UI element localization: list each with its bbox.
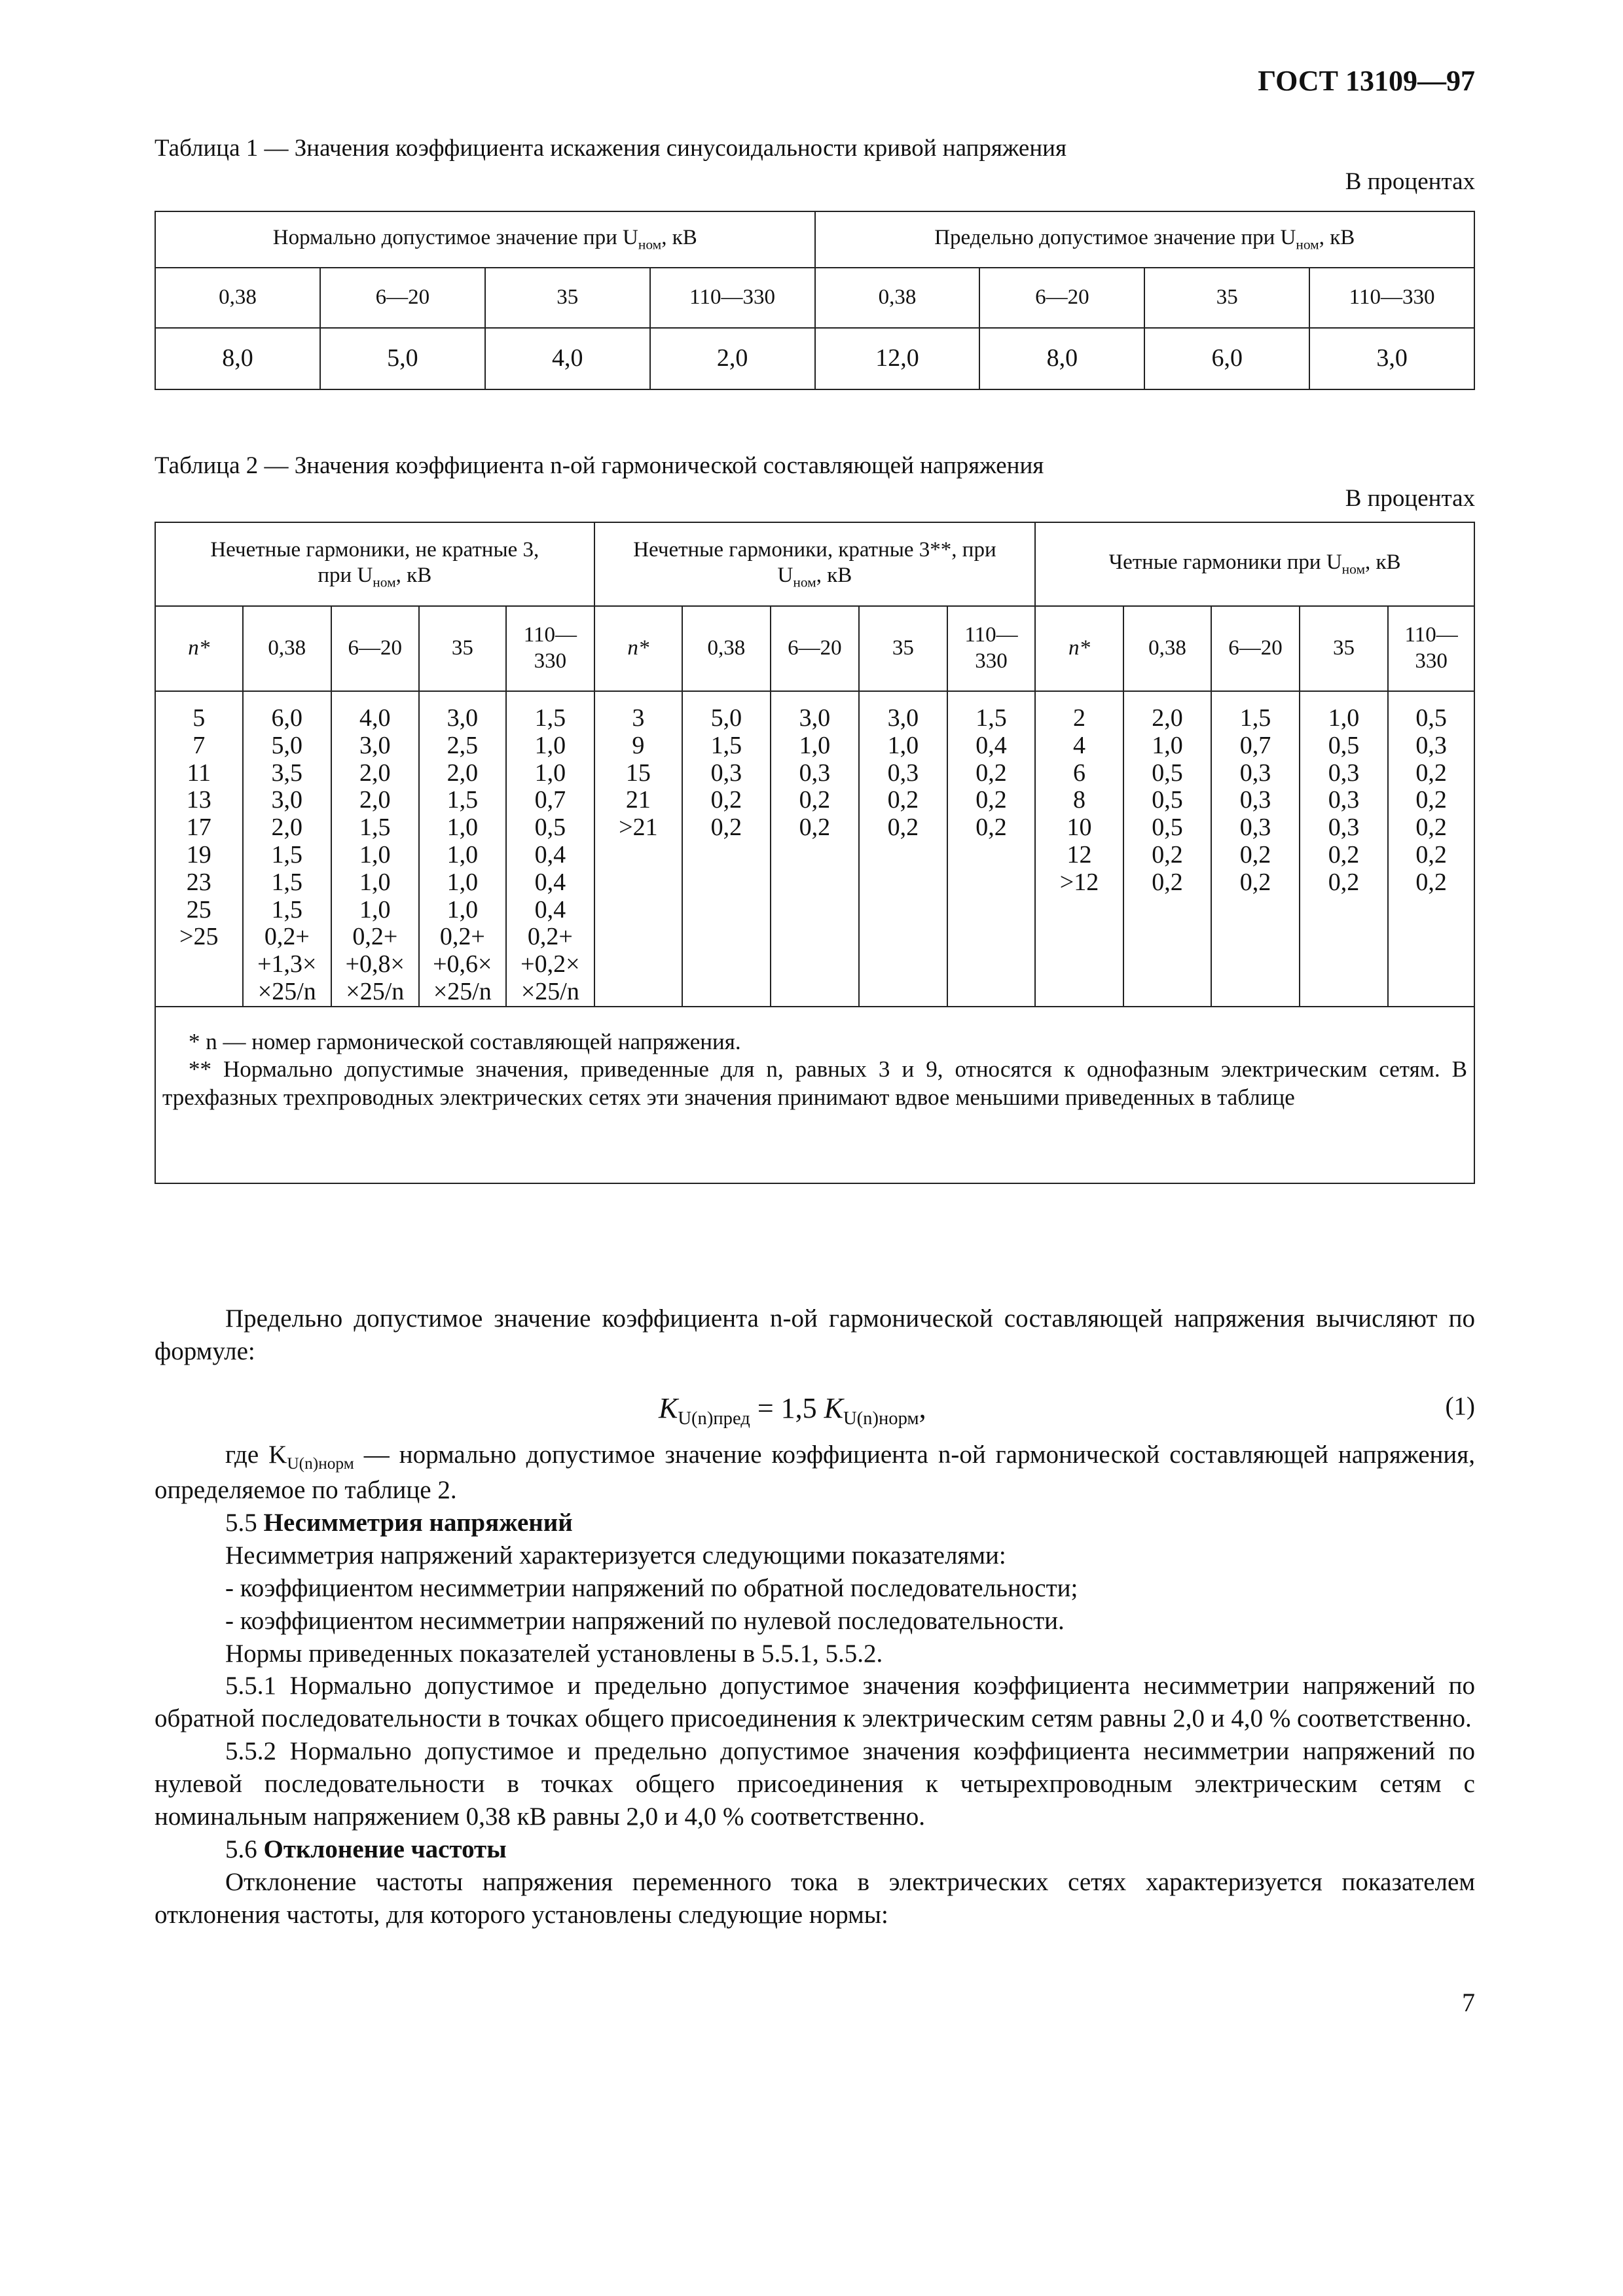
t2-value: 1,0 <box>799 731 831 759</box>
t2-value: 0,2+ <box>352 923 398 951</box>
t2-value: 0,2 <box>799 814 831 842</box>
t2-value: 3,0 <box>271 786 303 814</box>
t2-value: 25 <box>186 895 211 924</box>
t1-voltage: 35 <box>1144 268 1309 328</box>
t2-value: 0,4 <box>534 868 566 896</box>
t2-value: 0,2 <box>1239 868 1271 896</box>
t2-group-even: Четные гармоники при $U_{ном}$, кВ <box>1035 522 1474 606</box>
t2-value: 2,5 <box>447 731 479 759</box>
t2-value: +0,2× <box>520 950 580 978</box>
t2-value: ×25/n <box>346 977 405 1005</box>
t2-value-column <box>859 691 947 1007</box>
t2-value: 23 <box>186 868 211 896</box>
t2-value: 8 <box>1072 786 1085 814</box>
t2-value: 1,0 <box>1152 731 1183 759</box>
t2-value: 0,4 <box>976 731 1007 759</box>
t2-value: 3,5 <box>271 759 303 787</box>
table1 <box>155 211 1475 390</box>
paragraph-where: где $K_{U(n)норм}$ — нормально допустимое значение коэффициента n-ой гармонической составляющей напряжения, определяемое по таблице 2. <box>155 1440 1475 1505</box>
t2-value: 1,0 <box>359 895 391 924</box>
t2-value-column <box>1211 691 1300 1007</box>
section-5-6-heading: 5.6 Отклонение частоты <box>225 1835 507 1864</box>
t2-value-column <box>771 691 860 1007</box>
table1-group-limit: Предельно допустимое значение при $U_{ном}$, кВ <box>815 211 1475 268</box>
paragraph-frequency: Отклонение частоты напряжения переменного тока в электрических сетях характеризуется показателем отклонения частоты, для которого установлены следующие нормы: <box>155 1867 1475 1929</box>
t2-value: ×25/n <box>520 977 579 1005</box>
bullet-item: - коэффициентом несимметрии напряжений по обратной последовательности; <box>225 1573 1078 1602</box>
t2-value: 3,0 <box>359 731 391 759</box>
t2-value-column <box>1035 691 1123 1007</box>
t2-value-column <box>419 691 507 1007</box>
t2-value: 0,2 <box>1239 840 1271 869</box>
t2-col-620: 6—20 <box>1211 606 1300 691</box>
table2-units: В процентах <box>1345 485 1475 512</box>
paragraph-asymmetry: Несимметрия напряжений характеризуется следующими показателями: <box>225 1541 1006 1570</box>
t2-value: 0,2 <box>1415 814 1447 842</box>
t2-value: 3,0 <box>887 704 919 732</box>
t2-value: >25 <box>179 923 219 951</box>
t2-value: 0,5 <box>1152 786 1183 814</box>
t2-value: 0,3 <box>1239 786 1271 814</box>
t2-value: 0,2 <box>1152 840 1183 869</box>
t2-value: 0,2 <box>1328 840 1360 869</box>
t2-value: ×25/n <box>257 977 316 1005</box>
t2-value: 1,0 <box>447 868 479 896</box>
t2-value: 6,0 <box>271 704 303 732</box>
t2-value: 1,5 <box>271 840 303 869</box>
t2-value: 0,2 <box>1415 840 1447 869</box>
document-header: ГОСТ 13109—97 <box>1258 65 1475 97</box>
t2-group-odd-3: Нечетные гармоники, кратные 3**, при $U_{ном}$, кВ <box>594 522 1036 606</box>
t2-value: 0,2 <box>1328 868 1360 896</box>
t2-value: 3 <box>632 704 645 732</box>
t2-value: 3,0 <box>799 704 831 732</box>
paragraph-5-5-2: 5.5.2 Нормально допустимое и предельно допустимое значения коэффициента несимметрии напряжений по нулевой последовательности в точках общего присоединения к четырехпроводным электрическим сетям с номинальным напряжением 0,38 кВ равны 2,0 и 4,0 % соответственно. <box>155 1737 1475 1831</box>
t2-value: 0,7 <box>534 786 566 814</box>
t2-value: 5 <box>192 704 206 732</box>
t1-voltage: 6—20 <box>320 268 485 328</box>
t2-value: 5,0 <box>710 704 742 732</box>
t2-value: +1,3× <box>257 950 317 978</box>
t2-value: 0,2 <box>976 759 1007 787</box>
t2-value-column <box>682 691 771 1007</box>
t2-value: 1,0 <box>1328 704 1360 732</box>
bullet-item: - коэффициентом несимметрии напряжений по нулевой последовательности. <box>225 1606 1065 1635</box>
t2-col-110: 110— 330 <box>1388 606 1474 691</box>
t2-value: 0,3 <box>1239 759 1271 787</box>
t2-value: 13 <box>186 786 211 814</box>
paragraph-5-5-1: 5.5.1 Нормально допустимое и предельно допустимое значения коэффициента несимметрии напряжений по обратной последовательности в точках общего присоединения к электрическим сетям равны 2,0 и 4,0 % соответственно. <box>155 1672 1475 1733</box>
t2-value: 0,2 <box>710 814 742 842</box>
t2-value: 0,2 <box>710 786 742 814</box>
t2-value: 0,2 <box>1415 868 1447 896</box>
t2-value: 12 <box>1067 840 1092 869</box>
formula-number: (1) <box>1445 1391 1475 1420</box>
t2-value: 0,3 <box>887 759 919 787</box>
t2-value: 0,2 <box>1415 786 1447 814</box>
t2-value: 0,5 <box>1415 704 1447 732</box>
page-number: 7 <box>1462 1988 1475 2017</box>
t2-value: 0,4 <box>534 895 566 924</box>
t2-col-620: 6—20 <box>771 606 860 691</box>
t2-value: 1,5 <box>447 786 479 814</box>
t1-voltage: 35 <box>485 268 650 328</box>
t2-value-column <box>594 691 683 1007</box>
t2-value: 0,2+ <box>527 923 573 951</box>
t2-value-column <box>1300 691 1389 1007</box>
t1-voltage: 6—20 <box>979 268 1144 328</box>
t2-value: 19 <box>186 840 211 869</box>
t2-value: 3,0 <box>447 704 479 732</box>
t2-value-column <box>947 691 1036 1007</box>
body-text <box>155 1302 1475 1931</box>
t2-value: 0,5 <box>534 814 566 842</box>
t2-value: 1,5 <box>1239 704 1271 732</box>
t2-value-column <box>243 691 332 1007</box>
t2-col-n: n* <box>594 606 683 691</box>
t2-value: 1,5 <box>710 731 742 759</box>
t2-notes <box>155 1007 1474 1183</box>
t2-value: 2,0 <box>447 759 479 787</box>
t2-value: 0,2 <box>1415 759 1447 787</box>
t2-value: +0,6× <box>433 950 492 978</box>
t2-value: 0,3 <box>1239 814 1271 842</box>
note-2: ** Нормально допустимые значения, приведенные для n, равных 3 и 9, относятся к однофазным электрическим сетям. В трехфазных трехпроводных электрических сетях эти значения принимают вдвое меньшими приведенных в таблице <box>162 1056 1467 1111</box>
t2-value: 2,0 <box>359 786 391 814</box>
t2-value: 21 <box>625 786 651 814</box>
t2-value: 1,0 <box>359 840 391 869</box>
t2-value: 17 <box>186 814 211 842</box>
t1-value: 8,0 <box>155 328 320 389</box>
t2-value: 11 <box>187 759 211 787</box>
t1-value: 6,0 <box>1144 328 1309 389</box>
t2-group-odd-not3: Нечетные гармоники, не кратные 3, при $U_{ном}$, кВ <box>155 522 594 606</box>
t2-value-column <box>331 691 419 1007</box>
t2-value: 0,2 <box>887 814 919 842</box>
table1-group-normal: Нормально допустимое значение при $U_{ном}$, кВ <box>155 211 815 268</box>
t2-value: 0,5 <box>1152 814 1183 842</box>
t2-value: 1,0 <box>447 840 479 869</box>
t2-value: 1,0 <box>447 895 479 924</box>
t2-value: 0,5 <box>1152 759 1183 787</box>
t2-col-35: 35 <box>419 606 507 691</box>
t2-value: 9 <box>632 731 645 759</box>
t2-value: 2 <box>1072 704 1085 732</box>
t2-col-35: 35 <box>1300 606 1389 691</box>
formula-expression: $K_{U(n)пред} = 1,5$ $K_{U(n)норм}$, <box>659 1391 926 1429</box>
t2-value: 1,5 <box>271 868 303 896</box>
t2-value: 0,3 <box>710 759 742 787</box>
t1-voltage: 110—330 <box>650 268 815 328</box>
t2-value: 7 <box>192 731 206 759</box>
t2-value: 1,0 <box>887 731 919 759</box>
t2-value: >12 <box>1059 868 1099 896</box>
t2-col-038: 0,38 <box>243 606 332 691</box>
t2-value: 0,7 <box>1239 731 1271 759</box>
t2-value: 2,0 <box>271 814 303 842</box>
t2-value: 1,5 <box>271 895 303 924</box>
t2-col-110: 110— 330 <box>947 606 1036 691</box>
t1-value: 4,0 <box>485 328 650 389</box>
t1-value: 2,0 <box>650 328 815 389</box>
t1-value: 8,0 <box>979 328 1144 389</box>
t2-value: 1,5 <box>359 814 391 842</box>
table1-caption: Таблица 1 — Значения коэффициента искажения синусоидальности кривой напряжения <box>155 135 1067 162</box>
t2-value: 0,4 <box>534 840 566 869</box>
t1-voltage: 0,38 <box>815 268 980 328</box>
t2-value: 2,0 <box>359 759 391 787</box>
paragraph-intro: Предельно допустимое значение коэффициента n-ой гармонической составляющей напряжения вычисляют по формуле: <box>155 1304 1475 1365</box>
t2-value: 0,3 <box>1328 759 1360 787</box>
t2-col-35: 35 <box>859 606 947 691</box>
t2-value: 1,5 <box>976 704 1007 732</box>
t1-value: 3,0 <box>1309 328 1474 389</box>
t2-value: 0,2 <box>1152 868 1183 896</box>
t2-value: 0,2 <box>976 786 1007 814</box>
note-1: * n — номер гармонической составляющей напряжения. <box>189 1028 741 1054</box>
t2-value: +0,8× <box>345 950 405 978</box>
t2-value-column <box>155 691 243 1007</box>
table2 <box>155 522 1475 1184</box>
paragraph-norms: Нормы приведенных показателей установлены в 5.5.1, 5.5.2. <box>225 1639 883 1668</box>
t1-value: 5,0 <box>320 328 485 389</box>
t2-value: 0,5 <box>1328 731 1360 759</box>
t1-voltage: 0,38 <box>155 268 320 328</box>
t2-value: 1,0 <box>534 731 566 759</box>
t2-value: 0,2 <box>799 786 831 814</box>
t2-col-110: 110— 330 <box>506 606 594 691</box>
t1-value: 12,0 <box>815 328 980 389</box>
t2-value: 1,5 <box>534 704 566 732</box>
t2-value: 15 <box>625 759 651 787</box>
t2-value-column <box>1388 691 1474 1007</box>
t2-value: 0,3 <box>1328 786 1360 814</box>
t2-col-038: 0,38 <box>682 606 771 691</box>
t2-value: 0,3 <box>799 759 831 787</box>
t2-value: 6 <box>1072 759 1085 787</box>
t2-col-038: 0,38 <box>1123 606 1212 691</box>
t2-col-620: 6—20 <box>331 606 419 691</box>
t1-voltage: 110—330 <box>1309 268 1474 328</box>
t2-value: ×25/n <box>433 977 492 1005</box>
table2-caption: Таблица 2 — Значения коэффициента n-ой гармонической составляющей напряжения <box>155 452 1044 479</box>
section-5-5-heading: 5.5 Несимметрия напряжений <box>225 1508 573 1537</box>
t2-value: 0,2+ <box>439 923 485 951</box>
t2-value-column <box>506 691 594 1007</box>
t2-value: 0,2 <box>976 814 1007 842</box>
t2-value: 10 <box>1067 814 1092 842</box>
t2-col-n: n* <box>1035 606 1123 691</box>
t2-value: 0,2+ <box>264 923 310 951</box>
t2-value: 1,0 <box>534 759 566 787</box>
t2-value: 0,3 <box>1415 731 1447 759</box>
t2-value: 1,0 <box>359 868 391 896</box>
t2-value: >21 <box>619 814 658 842</box>
t2-value: 4,0 <box>359 704 391 732</box>
t2-value: 1,0 <box>447 814 479 842</box>
t2-value: 0,3 <box>1328 814 1360 842</box>
formula-1 <box>155 1381 1475 1439</box>
t2-value: 4 <box>1072 731 1085 759</box>
t2-value: 0,2 <box>887 786 919 814</box>
t2-value-column <box>1123 691 1212 1007</box>
t2-col-n: n* <box>155 606 243 691</box>
t2-value: 2,0 <box>1152 704 1183 732</box>
table1-units: В процентах <box>1345 168 1475 195</box>
t2-value: 5,0 <box>271 731 303 759</box>
